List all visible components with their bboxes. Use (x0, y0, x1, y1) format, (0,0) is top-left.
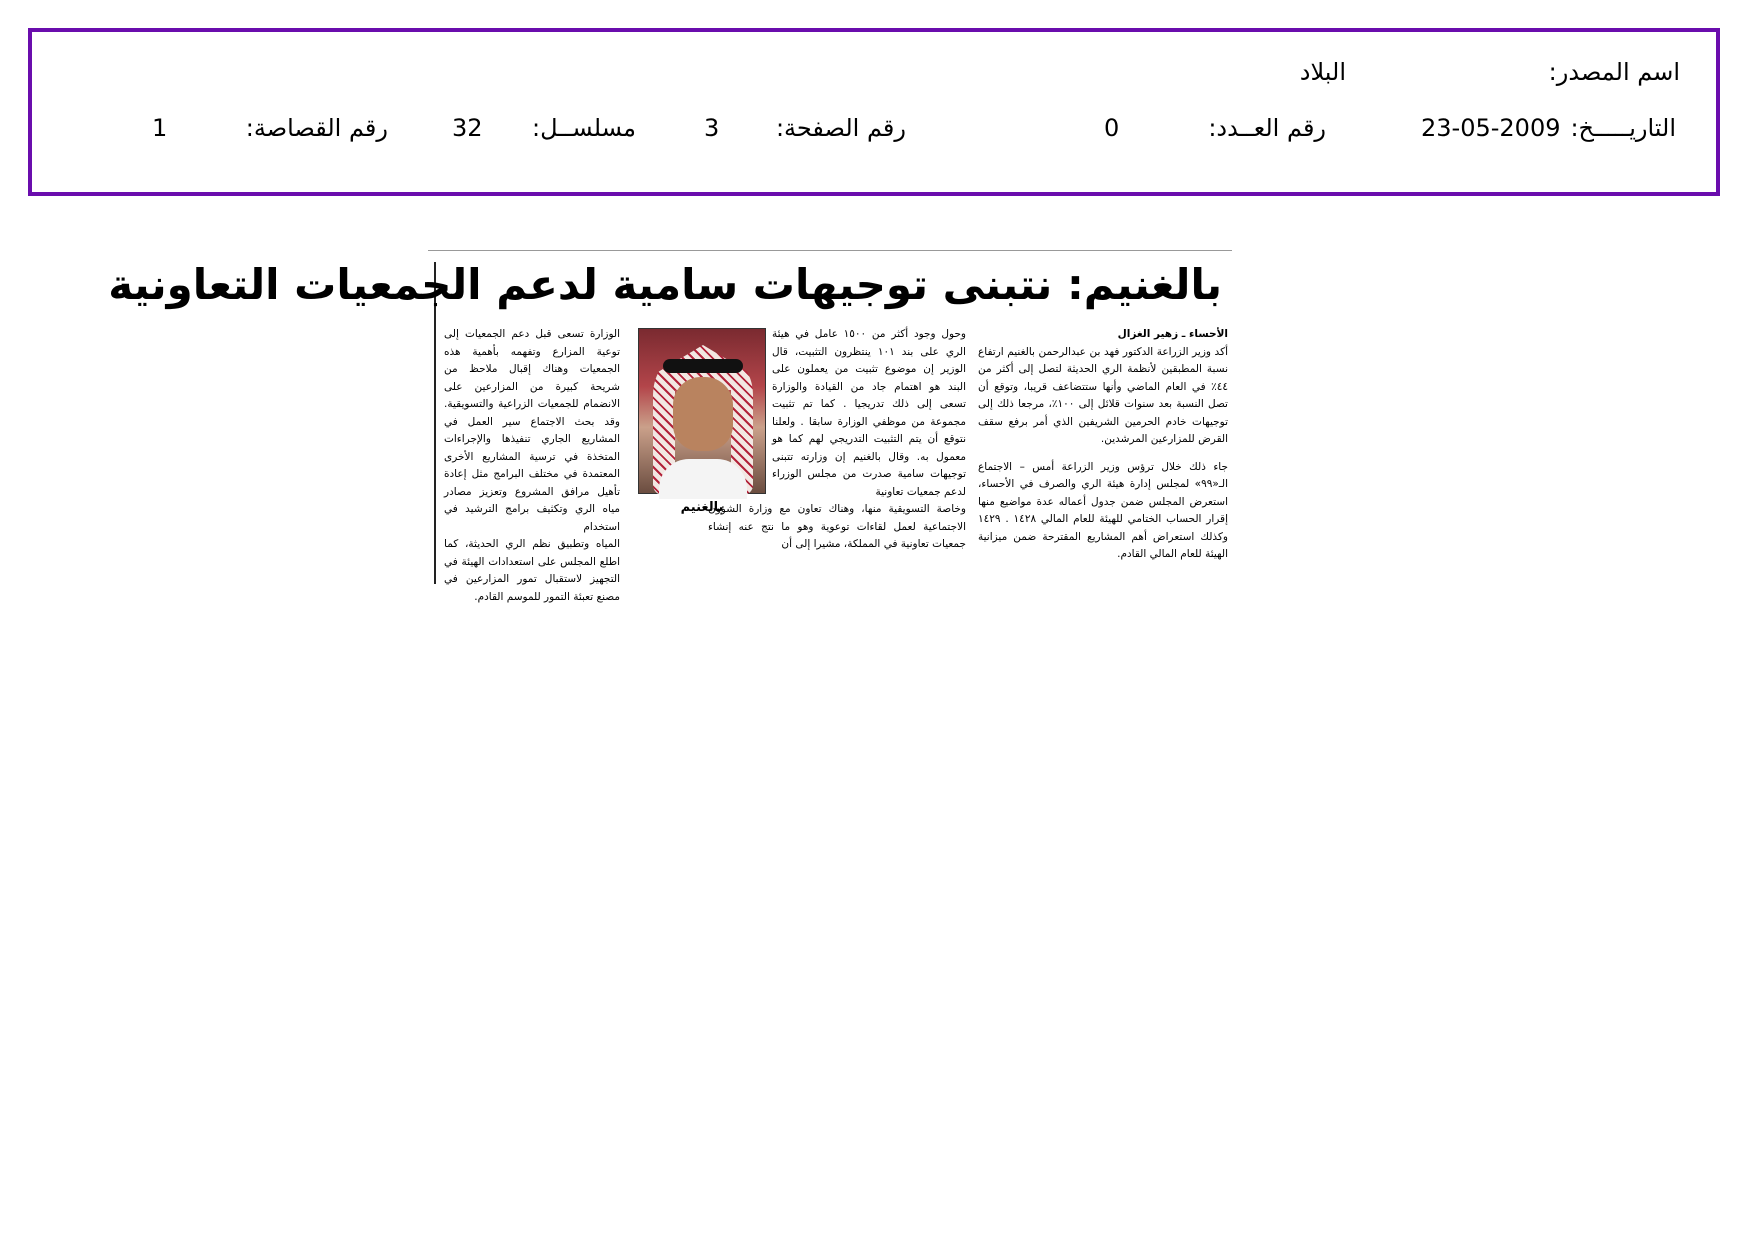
clip-value: 1 (152, 114, 168, 142)
serial-label: مسلســل: (532, 114, 636, 142)
metadata-frame (28, 28, 1720, 196)
article-column-3 (444, 326, 620, 603)
source-value: البلاد (1299, 58, 1346, 86)
article-column-1 (978, 326, 1228, 586)
clip-label: رقم القصاصة: (245, 114, 388, 142)
paragraph: المياه وتطبيق نظم الري الحديثة، كما اطلع المجلس على استعدادات الهيئة في التجهيز لاستقبال تمور المزارعين في مصنع تعبئة التمور للموسم القادم. (444, 538, 620, 603)
newspaper-clipping (108, 250, 1232, 603)
photo-caption: بالغنيم (680, 500, 724, 515)
paragraph: وحول وجود أكثر من ١٥٠٠ عامل في هيئة الري على بند ١٠١ ينتظرون التثبيت، قال الوزير إن موضوع تثبيت من يعملون على البند هو اهتمام جاد من القيادة والوزارة تسعى إلى ذلك تدريجيا . كما تم تثبيت مجموعة من موظفي الوزارة سابقا . ولعلنا نتوقع أن يتم التثبيت التدريجي لهم كما هو معمول به. وقال بالغنيم إن وزارته تتبنى توجيهات سامية صدرت من مجلس الوزراء لدعم جمعيات تعاونية (772, 328, 966, 498)
date-label: التاريـــــخ: (1570, 114, 1676, 142)
paragraph: جاء ذلك خلال ترؤس وزير الزراعة أمس – الاجتماع الـ«٩٩» لمجلس إدارة هيئة الري والصرف في الأحساء، استعرض المجلس ضمن جدول أعماله عدة مواضيع منها إقرار الحساب الختامي للهيئة للعام المالي ١٤٢٨ . ١٤٢٩ وكذلك استعراض أهم المشاريع المقترحة ضمن ميزانية الهيئة للعام المالي القادم. (978, 460, 1228, 560)
paragraph: أكد وزير الزراعة الدكتور فهد بن عبدالرحمن بالغنيم ارتفاع نسبة المطبقين لأنظمة الري الحديثة لتصل إلى أكثر من ٤٤٪ في العام الماضي وأنها ستتضاعف قريبا، وتوقع أن تصل النسبة بعد سنوات قلائل إلى ١٠٠٪، مرجعا ذلك إلى توجيهات خادم الحرمين الشريفين الذي أمر برفع سقف القرض للمزارعين المرشدين. (978, 345, 1228, 445)
paragraph: الوزارة تسعى قبل دعم الجمعيات إلى توعية المزارع وتفهمه بأهمية هذه الجمعيات وهناك إقبال ملاحظ من شريحة كبيرة من المزارعين على الانضمام للجمعيات الزراعية والتسويقية. وقد بحث الاجتماع سير العمل في المشاريع الجاري تنفيذها والإجراءات المتخذة في ترسية المشاريع الأخرى المعتمدة في مختلف البرامج مثل إعادة تأهيل مرافق المشروع وتعزيز مصادر مياه الري وتكثيف برامج الترشيد في استخدام (444, 328, 620, 533)
serial-value: 32 (452, 114, 483, 142)
agal-shape (663, 359, 743, 373)
top-rule (428, 250, 1232, 251)
page-label: رقم الصفحة: (775, 114, 906, 142)
paragraph: وخاصة التسويقية منها، وهناك تعاون مع وزارة الشؤون الاجتماعية لعمل لقاءات توعوية وهو ما نتج عنه إنشاء جمعيات تعاونية في المملكة، مشيرا إلى أن (708, 503, 966, 550)
article-headline: بالغنيم: نتبنى توجيهات سامية لدعم الجمعيات التعاونية (108, 260, 1222, 309)
portrait-photo (638, 328, 766, 494)
date-value: 23-05-2009 (1421, 114, 1561, 142)
issue-label: رقم العــدد: (1208, 114, 1326, 142)
thobe-shape (659, 459, 747, 499)
face-shape (673, 377, 733, 451)
source-label: اسم المصدر: (1548, 58, 1680, 86)
page-value: 3 (704, 114, 720, 142)
issue-value: 0 (1104, 114, 1120, 142)
article-byline: الأحساء ـ زهير الغزال (1117, 328, 1228, 340)
